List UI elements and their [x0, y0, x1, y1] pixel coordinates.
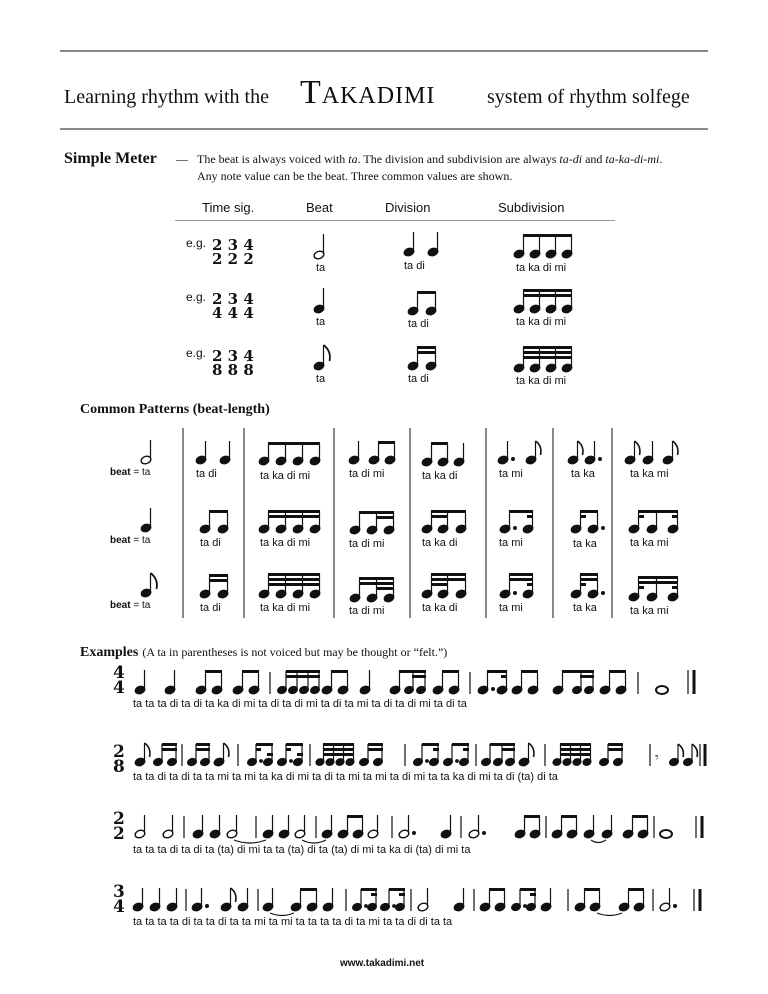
example2-syllables: ta ta di ta di ta ta mi ta mi ta ka di mi ta di ta mi ta mi ta di mi ta ta ka di mi ta di (ta) di ta — [133, 771, 558, 783]
pattern-syllables: ta di mi — [349, 538, 385, 550]
example1-time-signature: 4 4 — [113, 663, 125, 698]
pattern-syllables: ta ka di mi — [260, 602, 311, 614]
footer-url: www.takadimi.net — [340, 958, 425, 969]
pattern-syllables: ta ka — [571, 468, 595, 480]
col-header-beat: Beat — [306, 200, 333, 215]
pattern-syllables: ta ka mi — [630, 537, 669, 549]
pattern-syllables: ta ka — [573, 602, 597, 614]
pattern-syllables: ta di — [196, 468, 217, 480]
pattern-syllables: ta ka di — [422, 537, 458, 549]
eg-label: e.g. — [186, 236, 207, 250]
pattern-syllables: ta mi — [499, 468, 523, 480]
time-signature: 2 3 4 2 2 2 — [212, 236, 254, 268]
beat-label: beat = ta — [110, 535, 151, 546]
example3-notes — [134, 815, 702, 843]
pattern-syllables: ta mi — [499, 602, 523, 614]
subdivision-syllables: ta ka di mi — [516, 375, 567, 387]
eg-label: e.g. — [186, 290, 207, 304]
example1-syllables: ta ta ta di ta di ta ka di mi ta di ta di mi ta di ta mi ta di ta di mi ta di ta — [133, 698, 467, 710]
simple-meter-line2: Any note value can be the beat. Three common values are shown. — [197, 169, 513, 183]
time-signature: 2 3 4 8 8 8 — [212, 347, 254, 379]
pattern-syllables: ta di mi — [349, 605, 385, 617]
example2-time-signature: 2 8 — [113, 742, 125, 777]
division-syllables: ta di — [408, 318, 429, 330]
example2-notes — [134, 743, 705, 767]
pattern-syllables: ta di — [200, 602, 221, 614]
subdivision-syllables: ta ka di mi — [516, 262, 567, 274]
example4-notes — [132, 888, 700, 916]
pattern-syllables: ta ka — [573, 538, 597, 550]
col-header-division: Division — [385, 200, 431, 215]
common-patterns-heading: Common Patterns (beat-length) — [80, 402, 270, 417]
beat-syllable: ta — [316, 262, 326, 274]
beat-syllable: ta — [316, 316, 326, 328]
pattern-syllables: ta ka di — [422, 602, 458, 614]
simple-meter-line1: The beat is always voiced with ta. The division and subdivision are always ta-di and ta-ka-di-mi. — [197, 152, 663, 166]
pattern-syllables: ta ka di — [422, 470, 458, 482]
title-suffix: system of rhythm solfege — [487, 86, 690, 108]
svg-text:𝄾: 𝄾 — [655, 750, 659, 766]
examples-heading-line: Examples (A ta in parentheses is not voiced but may be thought or “felt.”) — [80, 645, 448, 660]
beat-syllable: ta — [316, 373, 326, 385]
col-header-subdivision: Subdivision — [498, 200, 565, 215]
example3-syllables: ta ta ta di ta di ta (ta) di mi ta ta (ta) di ta (ta) di mi ta ka di (ta) di mi ta — [133, 844, 471, 856]
example4-syllables: ta ta ta ta di ta ta di ta ta mi ta mi ta ta ta ta di ta mi ta ta di di ta ta — [133, 916, 453, 928]
example4-time-signature: 3 4 — [113, 882, 125, 917]
pattern-syllables: ta ka di mi — [260, 537, 311, 549]
pattern-syllables: ta ka mi — [630, 468, 669, 480]
title-prefix: Learning rhythm with the — [64, 86, 269, 108]
col-header-timesig: Time sig. — [202, 200, 255, 215]
time-signature: 2 3 4 4 4 4 — [212, 290, 254, 322]
pattern-syllables: ta di — [200, 537, 221, 549]
subdivision-syllables: ta ka di mi — [516, 316, 567, 328]
simple-meter-dash: — — [176, 152, 188, 166]
title-main: Takadimi — [300, 74, 436, 111]
pattern-syllables: ta di mi — [349, 468, 385, 480]
example1-notes — [134, 670, 694, 695]
beat-label: beat = ta — [110, 467, 151, 478]
pattern-syllables: ta ka mi — [630, 605, 669, 617]
pattern-syllables: ta mi — [499, 537, 523, 549]
beat-label: beat = ta — [110, 600, 151, 611]
division-syllables: ta di — [408, 373, 429, 385]
simple-meter-heading: Simple Meter — [64, 150, 157, 167]
division-syllables: ta di — [404, 260, 425, 272]
eg-label: e.g. — [186, 346, 207, 360]
example3-time-signature: 2 2 — [113, 809, 125, 844]
pattern-syllables: ta ka di mi — [260, 470, 311, 482]
